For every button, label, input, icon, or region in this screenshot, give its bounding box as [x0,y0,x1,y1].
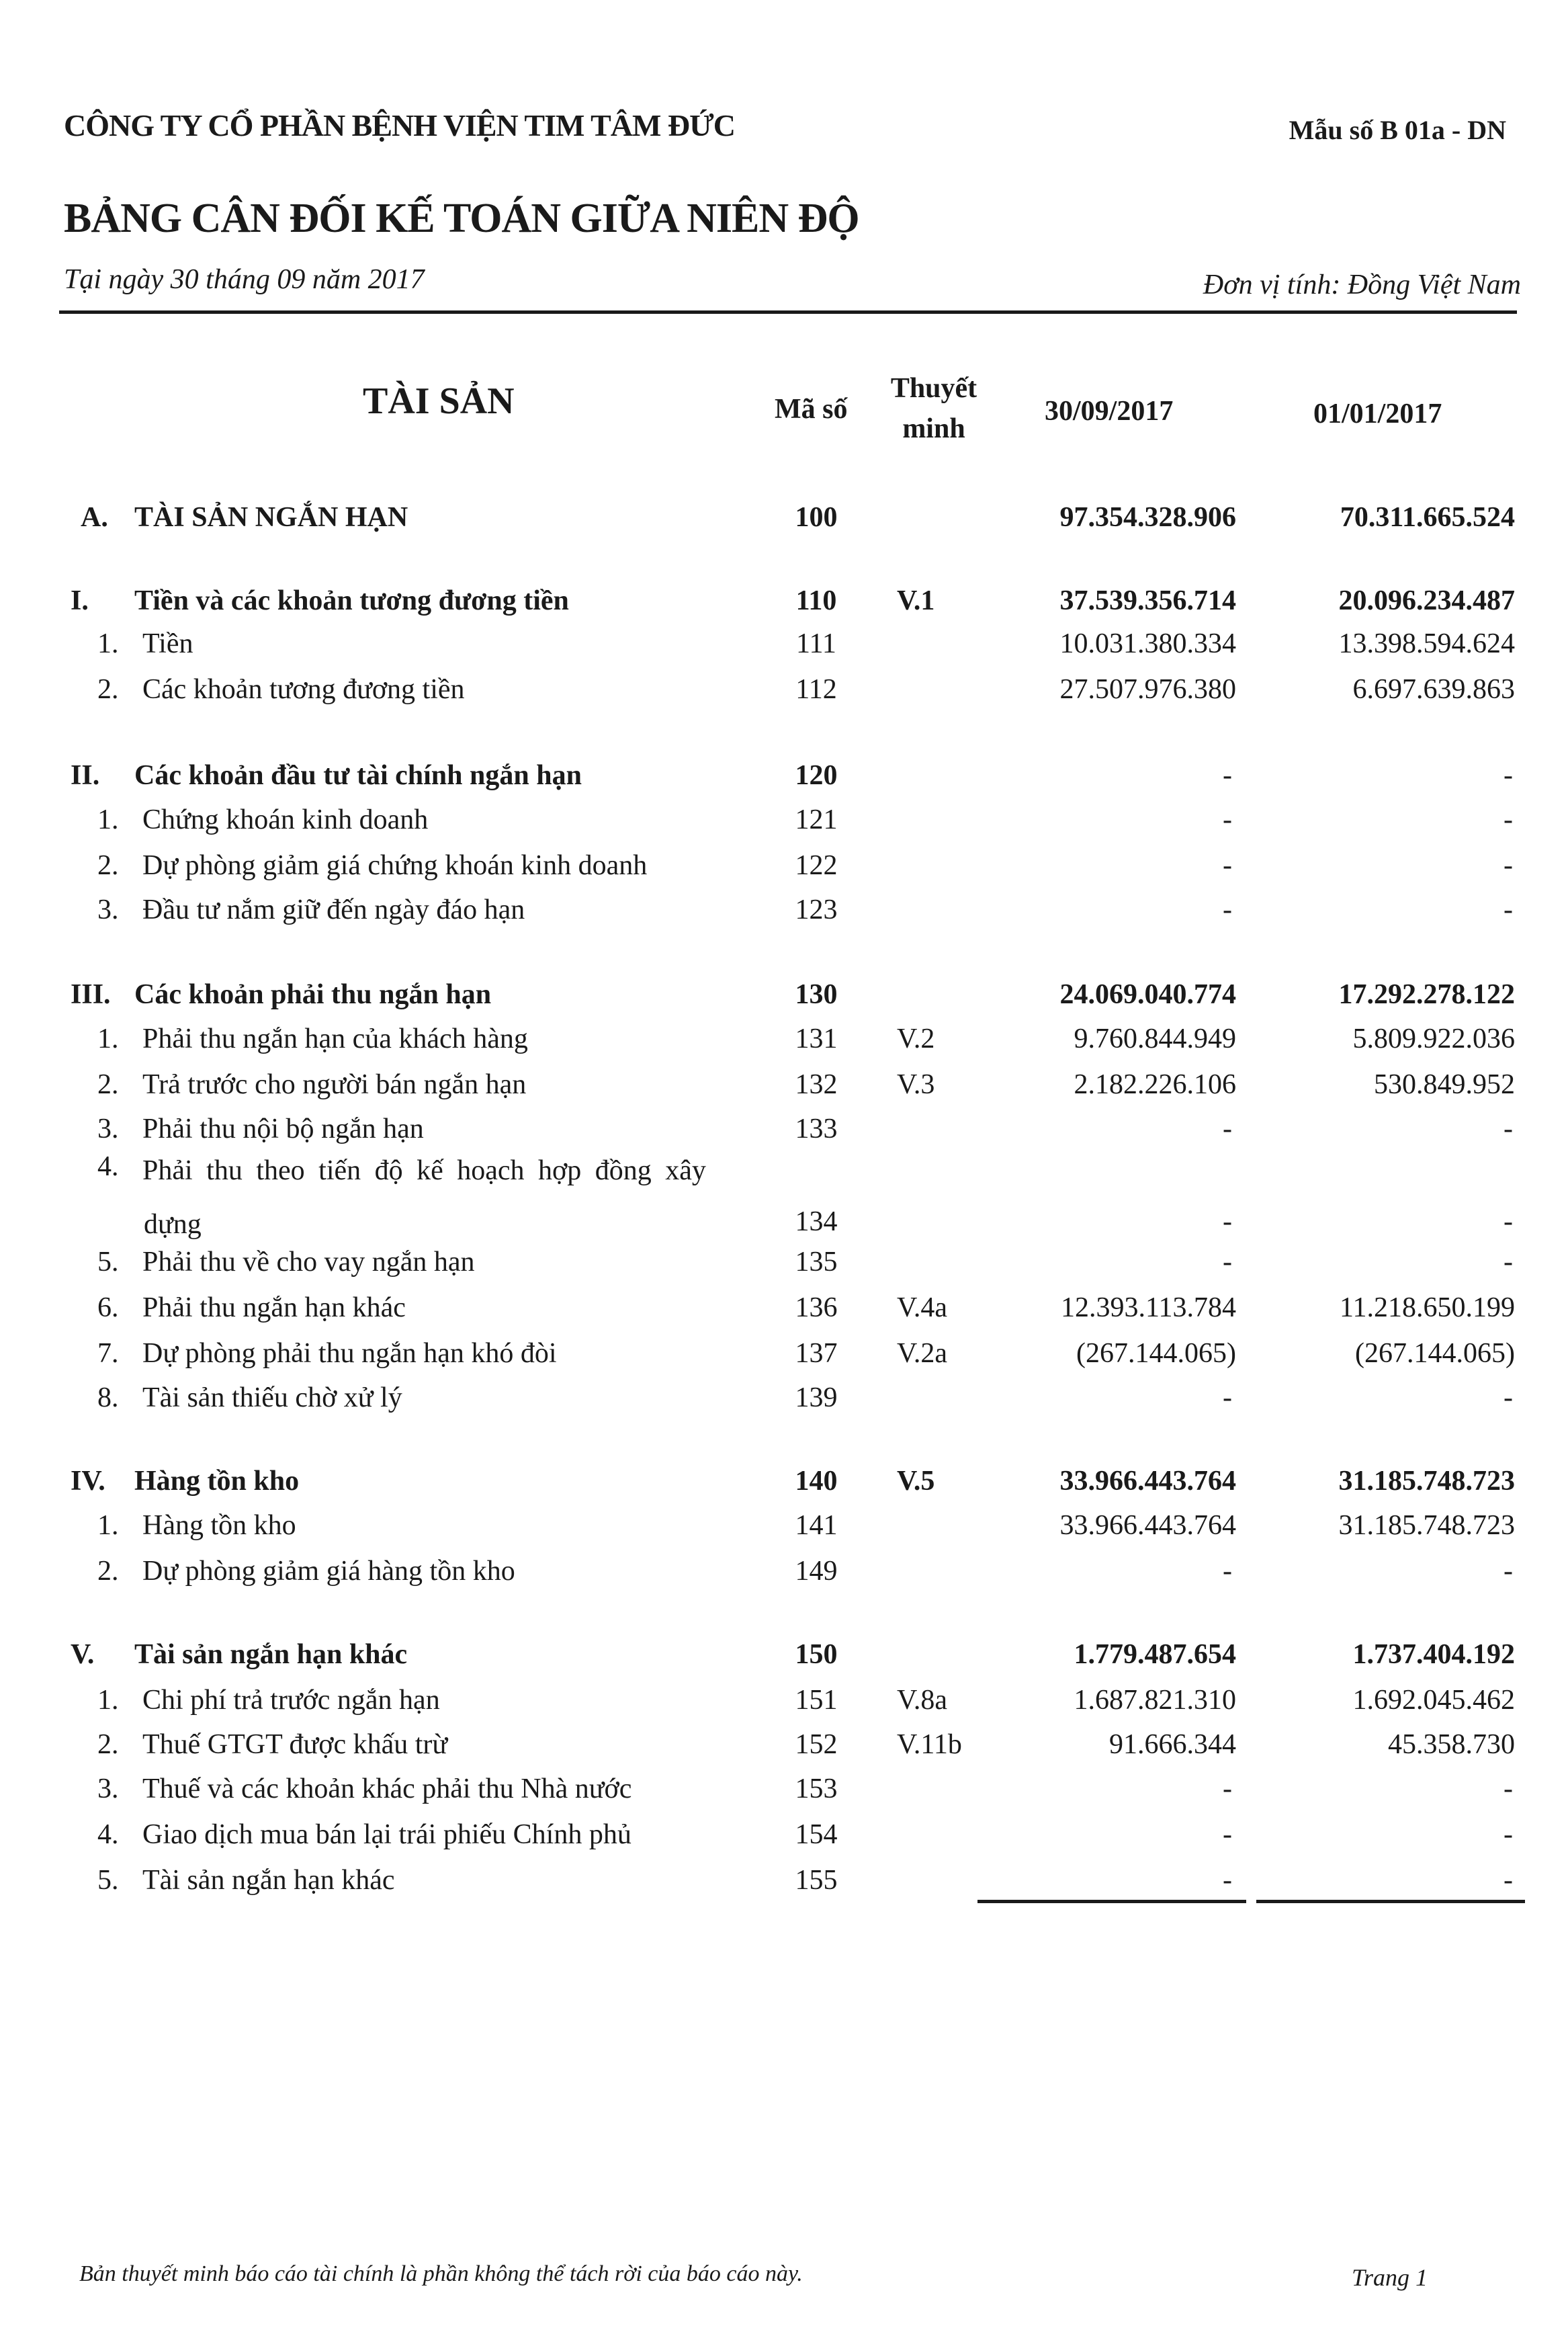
value-period-start: 20.096.234.487 [1338,585,1515,616]
row-number: 2. [97,674,119,705]
row-code: 149 [795,1556,838,1587]
table-section-row [0,978,1568,1019]
row-label: Tài sản ngắn hạn khác [142,1865,395,1896]
row-number: 2. [97,1556,119,1587]
table-row [0,1150,1568,1240]
form-code: Mẫu số B 01a - DN [1289,115,1506,145]
row-label: Thuế và các khoản khác phải thu Nhà nước [142,1773,632,1804]
total-underline-period-start [1256,1900,1525,1903]
row-label: Dự phòng giảm giá chứng khoán kinh doanh [142,850,648,881]
row-code: 131 [795,1023,838,1054]
row-note: V.11b [897,1729,962,1760]
value-period-end: 33.966.443.764 [1059,1466,1236,1497]
row-label: TÀI SẢN NGẮN HẠN [134,502,408,533]
row-number: 8. [97,1382,119,1413]
row-label: Các khoản đầu tư tài chính ngắn hạn [134,760,582,791]
value-period-start: - [1504,760,1513,791]
value-period-end: 91.666.344 [1109,1729,1236,1760]
row-number: A. [81,502,108,533]
table-row [0,1864,1568,1904]
row-label [142,1150,706,1245]
table-row [0,1113,1568,1153]
row-code: 112 [795,674,837,705]
value-period-start: (267.144.065) [1355,1338,1515,1369]
column-header-period-end: 30/09/2017 [1045,396,1174,427]
row-label: Thuế GTGT được khấu trừ [142,1729,448,1760]
row-note: V.4a [897,1292,948,1323]
value-period-end: 24.069.040.774 [1059,979,1236,1010]
row-number: II. [71,760,100,791]
value-period-end: (267.144.065) [1076,1338,1236,1369]
row-label: Tài sản ngắn hạn khác [134,1639,408,1670]
value-period-end: 1.687.821.310 [1074,1685,1236,1716]
row-label: Giao dịch mua bán lại trái phiếu Chính phủ [142,1819,631,1850]
row-label: Trả trước cho người bán ngắn hạn [142,1069,527,1100]
value-period-start: - [1504,850,1513,881]
value-period-start: - [1504,894,1513,925]
value-period-start: - [1504,1114,1513,1144]
value-period-start: - [1504,1382,1513,1413]
value-period-end: - [1223,1556,1232,1587]
value-period-end: 33.966.443.764 [1059,1510,1236,1541]
row-number: 1. [97,1510,119,1541]
value-period-end: - [1223,1773,1232,1804]
value-period-end: 12.393.113.784 [1061,1292,1236,1323]
value-period-start: - [1504,1865,1513,1896]
column-header-code: Mã số [775,394,848,425]
table-row [0,849,1568,890]
value-period-start: 45.358.730 [1388,1729,1515,1760]
row-number: 6. [97,1292,119,1323]
value-period-start: 13.398.594.624 [1338,628,1515,659]
value-period-end: 9.760.844.949 [1074,1023,1236,1054]
total-underline-period-end [977,1900,1246,1903]
value-period-end: - [1223,1206,1232,1237]
table-section-row [0,1638,1568,1679]
report-date: Tại ngày 30 tháng 09 năm 2017 [64,264,425,295]
table-row [0,1509,1568,1550]
row-code: 110 [795,585,837,616]
table-row [0,1069,1568,1109]
table-row [0,1246,1568,1286]
value-period-end: 27.507.976.380 [1059,674,1236,705]
row-label: Phải thu nội bộ ngắn hạn [142,1114,424,1144]
column-header-period-start: 01/01/2017 [1313,399,1442,429]
row-number: IV. [71,1466,105,1497]
row-code: 140 [795,1466,838,1497]
row-code: 135 [795,1247,838,1278]
row-note: V.1 [897,585,935,616]
table-row [0,1555,1568,1595]
row-number: 5. [97,1865,119,1896]
value-period-start: 70.311.665.524 [1340,502,1515,533]
row-number: 1. [97,1023,119,1054]
value-period-end: 10.031.380.334 [1059,628,1236,659]
row-number: 1. [97,1685,119,1716]
row-code: 151 [795,1685,838,1716]
row-number: 2. [97,850,119,881]
table-row [0,804,1568,844]
value-period-start: 1.692.045.462 [1352,1685,1515,1716]
value-period-end: 37.539.356.714 [1059,585,1236,616]
row-code: 139 [795,1382,838,1413]
row-label: Phải thu về cho vay ngắn hạn [142,1247,475,1278]
row-label: Dự phòng phải thu ngắn hạn khó đòi [142,1338,557,1369]
row-label: Hàng tồn kho [134,1466,300,1497]
row-note: V.3 [897,1069,935,1100]
value-period-start: 11.218.650.199 [1340,1292,1515,1323]
row-number: 7. [97,1338,119,1369]
row-number: 5. [97,1247,119,1278]
table-row [0,1023,1568,1063]
value-period-start: - [1504,1819,1513,1850]
row-code: 150 [795,1639,838,1670]
column-header-note-line2: minh [902,413,965,444]
row-code: 121 [795,804,838,835]
value-period-end: 2.182.226.106 [1074,1069,1236,1100]
table-section-row [0,501,1568,542]
value-period-start: 6.697.639.863 [1352,674,1515,705]
row-code: 120 [795,760,838,791]
row-code: 141 [795,1510,838,1541]
row-number: 3. [97,1773,119,1804]
row-number: V. [71,1639,95,1670]
value-period-end: - [1223,894,1232,925]
row-number: 1. [97,804,119,835]
value-period-end: 1.779.487.654 [1074,1639,1236,1670]
header-divider [59,310,1517,314]
row-code: 100 [795,502,838,533]
row-number: III. [71,979,111,1010]
row-number: 2. [97,1729,119,1760]
value-period-start: 17.292.278.122 [1338,979,1515,1010]
row-code: 111 [796,628,836,659]
row-code: 133 [795,1114,838,1144]
value-period-start: - [1504,1206,1513,1237]
row-code: 122 [795,850,838,881]
table-row [0,1337,1568,1378]
row-label: Phải thu ngắn hạn khác [142,1292,406,1323]
row-label: Tiền [142,628,193,659]
row-label-line2: dựng [144,1209,202,1240]
table-section-row [0,1465,1568,1505]
row-label: Các khoản phải thu ngắn hạn [134,979,492,1010]
column-header-assets: TÀI SẢN [363,380,515,422]
row-label: Dự phòng giảm giá hàng tồn kho [142,1556,515,1587]
row-label: Hàng tồn kho [142,1510,296,1541]
table-row [0,1773,1568,1813]
table-section-row [0,585,1568,625]
page-number: Trang 1 [1352,2264,1428,2291]
table-section-row [0,759,1568,800]
value-period-start: - [1504,1773,1513,1804]
row-number: I. [71,585,89,616]
row-label: Chứng khoán kinh doanh [142,804,429,835]
value-period-start: - [1504,1247,1513,1278]
report-title: BẢNG CÂN ĐỐI KẾ TOÁN GIỮA NIÊN ĐỘ [64,196,859,241]
column-header-note [873,368,994,449]
row-label: Đầu tư nắm giữ đến ngày đáo hạn [142,894,525,925]
row-label: Phải thu ngắn hạn của khách hàng [142,1023,528,1054]
row-code: 152 [795,1729,838,1760]
row-note: V.2a [897,1338,948,1369]
value-period-end: - [1223,1247,1232,1278]
row-code: 155 [795,1865,838,1896]
row-code: 137 [795,1338,838,1369]
row-code: 123 [795,894,838,925]
footer-note: Bản thuyết minh báo cáo tài chính là phần không thể tách rời của báo cáo này. [79,2261,803,2286]
row-label-line1: Phải thu theo tiến độ kế hoạch hợp đồng xây [142,1155,706,1186]
table-row [0,1728,1568,1769]
row-label: Các khoản tương đương tiền [142,674,465,705]
value-period-start: 31.185.748.723 [1338,1510,1515,1541]
row-label: Tiền và các khoản tương đương tiền [134,585,569,616]
column-header-note-line1: Thuyết [890,373,977,404]
row-number: 1. [97,628,119,659]
value-period-start: - [1504,804,1513,835]
row-note: V.5 [897,1466,935,1497]
value-period-end: - [1223,1819,1232,1850]
value-period-end: - [1223,850,1232,881]
row-code: 154 [795,1819,838,1850]
currency-unit: Đơn vị tính: Đồng Việt Nam [1203,269,1521,300]
row-number: 2. [97,1069,119,1100]
table-row [0,1818,1568,1859]
value-period-start: - [1504,1556,1513,1587]
value-period-end: 97.354.328.906 [1059,502,1236,533]
row-code: 130 [795,979,838,1010]
row-number: 3. [97,1114,119,1144]
value-period-start: 31.185.748.723 [1338,1466,1515,1497]
value-period-end: - [1223,1382,1232,1413]
value-period-end: - [1223,804,1232,835]
row-number: 3. [97,894,119,925]
value-period-end: - [1223,1114,1232,1144]
row-code: 153 [795,1773,838,1804]
table-row [0,1684,1568,1724]
row-code: 134 [795,1206,838,1237]
table-row [0,628,1568,668]
value-period-start: 530.849.952 [1374,1069,1515,1100]
row-note: V.8a [897,1685,948,1716]
value-period-end: - [1223,760,1232,791]
table-row [0,894,1568,934]
table-row [0,673,1568,714]
value-period-start: 5.809.922.036 [1352,1023,1515,1054]
row-number: 4. [97,1151,119,1182]
table-row [0,1382,1568,1422]
row-label: Tài sản thiếu chờ xử lý [142,1382,402,1413]
row-code: 136 [795,1292,838,1323]
value-period-end: - [1223,1865,1232,1896]
table-row [0,1292,1568,1332]
row-label: Chi phí trả trước ngắn hạn [142,1685,440,1716]
row-note: V.2 [897,1023,935,1054]
value-period-start: 1.737.404.192 [1352,1639,1515,1670]
company-name: CÔNG TY CỔ PHẦN BỆNH VIỆN TIM TÂM ĐỨC [64,108,735,142]
row-code: 132 [795,1069,838,1100]
row-number: 4. [97,1819,119,1850]
